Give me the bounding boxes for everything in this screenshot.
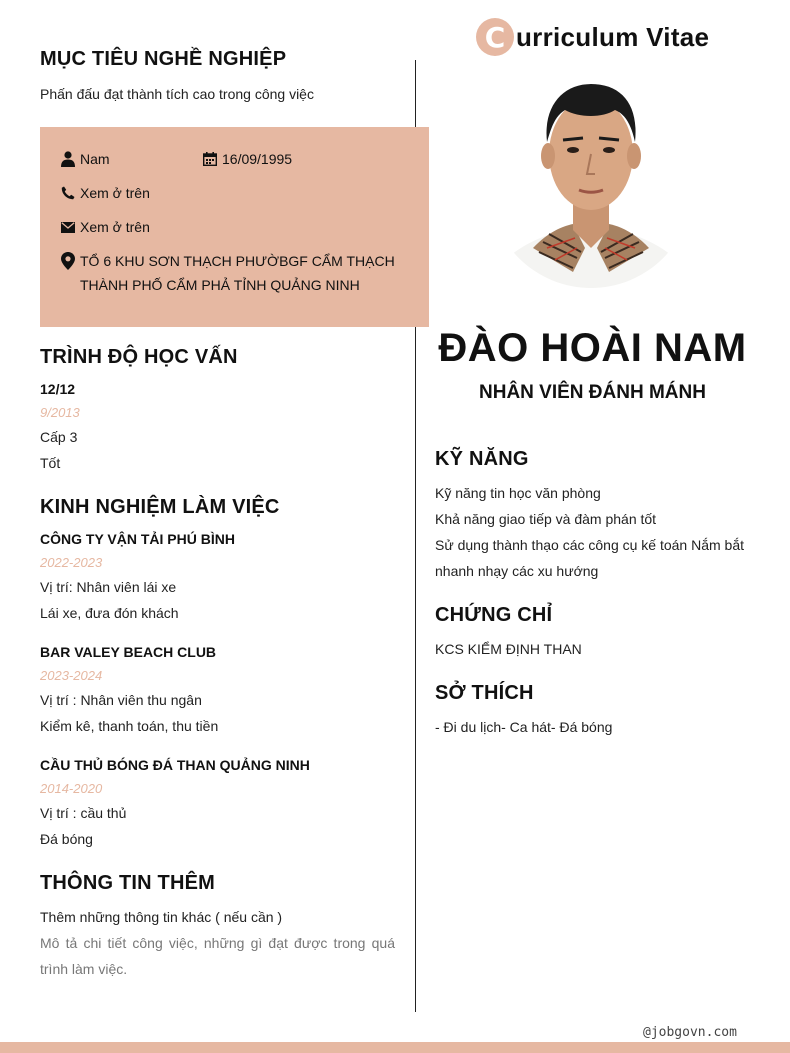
objective-title: MỤC TIÊU NGHỀ NGHIỆP <box>40 48 287 70</box>
job-date: 2023-2024 <box>40 668 103 683</box>
skill-item: Kỹ năng tin học văn phòng <box>435 485 601 501</box>
address-row <box>60 249 395 297</box>
hobbies-title: SỞ THÍCH <box>435 682 534 704</box>
job-description: Đá bóng <box>40 831 93 847</box>
address-line-1: TỔ 6 KHU SƠN THẠCH PHƯỜBGF CẨM THẠCH <box>80 253 395 269</box>
job-position: Vị trí: Nhân viên lái xe <box>40 579 177 595</box>
logo-text: urriculum Vitae <box>516 21 710 52</box>
job-company: BAR VALEY BEACH CLUB <box>40 644 217 660</box>
phone-icon <box>60 181 76 205</box>
person-icon <box>60 147 76 171</box>
hobbies-text: - Đi du lịch- Ca hát- Đá bóng <box>435 719 613 735</box>
education-school: 12/12 <box>40 381 76 397</box>
logo-letter: C <box>476 18 514 56</box>
contact-box <box>40 127 429 327</box>
objective-text: Phấn đấu đạt thành tích cao trong công việc <box>40 86 314 102</box>
job-description: Kiểm kê, thanh toán, thu tiền <box>40 718 219 734</box>
calendar-icon <box>202 147 218 171</box>
certificate-item: KCS KIỂM ĐỊNH THAN <box>435 641 582 657</box>
phone-row <box>60 181 150 205</box>
envelope-icon <box>60 215 76 239</box>
profile-photo <box>503 72 679 288</box>
skills-title: KỸ NĂNG <box>435 448 529 470</box>
education-grade: Tốt <box>40 455 61 471</box>
education-date: 9/2013 <box>40 405 80 420</box>
phone-value: Xem ở trên <box>80 185 150 201</box>
gender-row <box>60 147 110 171</box>
gender-value: Nam <box>80 151 110 167</box>
skill-item: nhanh nhạy các xu hướng <box>435 563 599 579</box>
education-title: TRÌNH ĐỘ HỌC VẤN <box>40 346 238 368</box>
job-position: Vị trí : cầu thủ <box>40 805 127 821</box>
cv-logo <box>476 18 709 56</box>
job-position: Vị trí : Nhân viên thu ngân <box>40 692 202 708</box>
job-description: Lái xe, đưa đón khách <box>40 605 179 621</box>
footer-bar <box>0 1042 790 1053</box>
dob-value: 16/09/1995 <box>222 151 293 167</box>
address-value <box>80 249 395 297</box>
education-level: Cấp 3 <box>40 429 78 445</box>
job-date: 2014-2020 <box>40 781 103 796</box>
location-pin-icon <box>60 249 76 273</box>
extra-title: THÔNG TIN THÊM <box>40 872 216 894</box>
job-company: CÔNG TY VẬN TẢI PHÚ BÌNH <box>40 531 235 547</box>
email-value: Xem ở trên <box>80 219 150 235</box>
job-company: CẦU THỦ BÓNG ĐÁ THAN QUẢNG NINH <box>40 757 310 773</box>
extra-line-2: Mô tả chi tiết công việc, những gì đạt được trong quá trình làm việc. <box>40 935 395 977</box>
skill-item: Sử dụng thành thạo các công cụ kế toán Nắm bắt <box>435 537 745 553</box>
dob-row <box>202 147 292 171</box>
certificates-title: CHỨNG CHỈ <box>435 604 553 626</box>
footer-watermark: @jobgovn.com <box>643 1025 737 1040</box>
address-line-2: THÀNH PHỐ CẨM PHẢ TỈNH QUẢNG NINH <box>80 277 360 293</box>
skill-item: Khả năng giao tiếp và đàm phán tốt <box>435 511 657 527</box>
email-row <box>60 215 150 239</box>
job-date: 2022-2023 <box>40 555 103 570</box>
candidate-role: NHÂN VIÊN ĐÁNH MÁNH <box>479 382 706 403</box>
candidate-name: ĐÀO HOÀI NAM <box>438 326 747 370</box>
extra-line-1: Thêm những thông tin khác ( nếu cần ) <box>40 909 283 925</box>
experience-title: KINH NGHIỆM LÀM VIỆC <box>40 496 280 518</box>
